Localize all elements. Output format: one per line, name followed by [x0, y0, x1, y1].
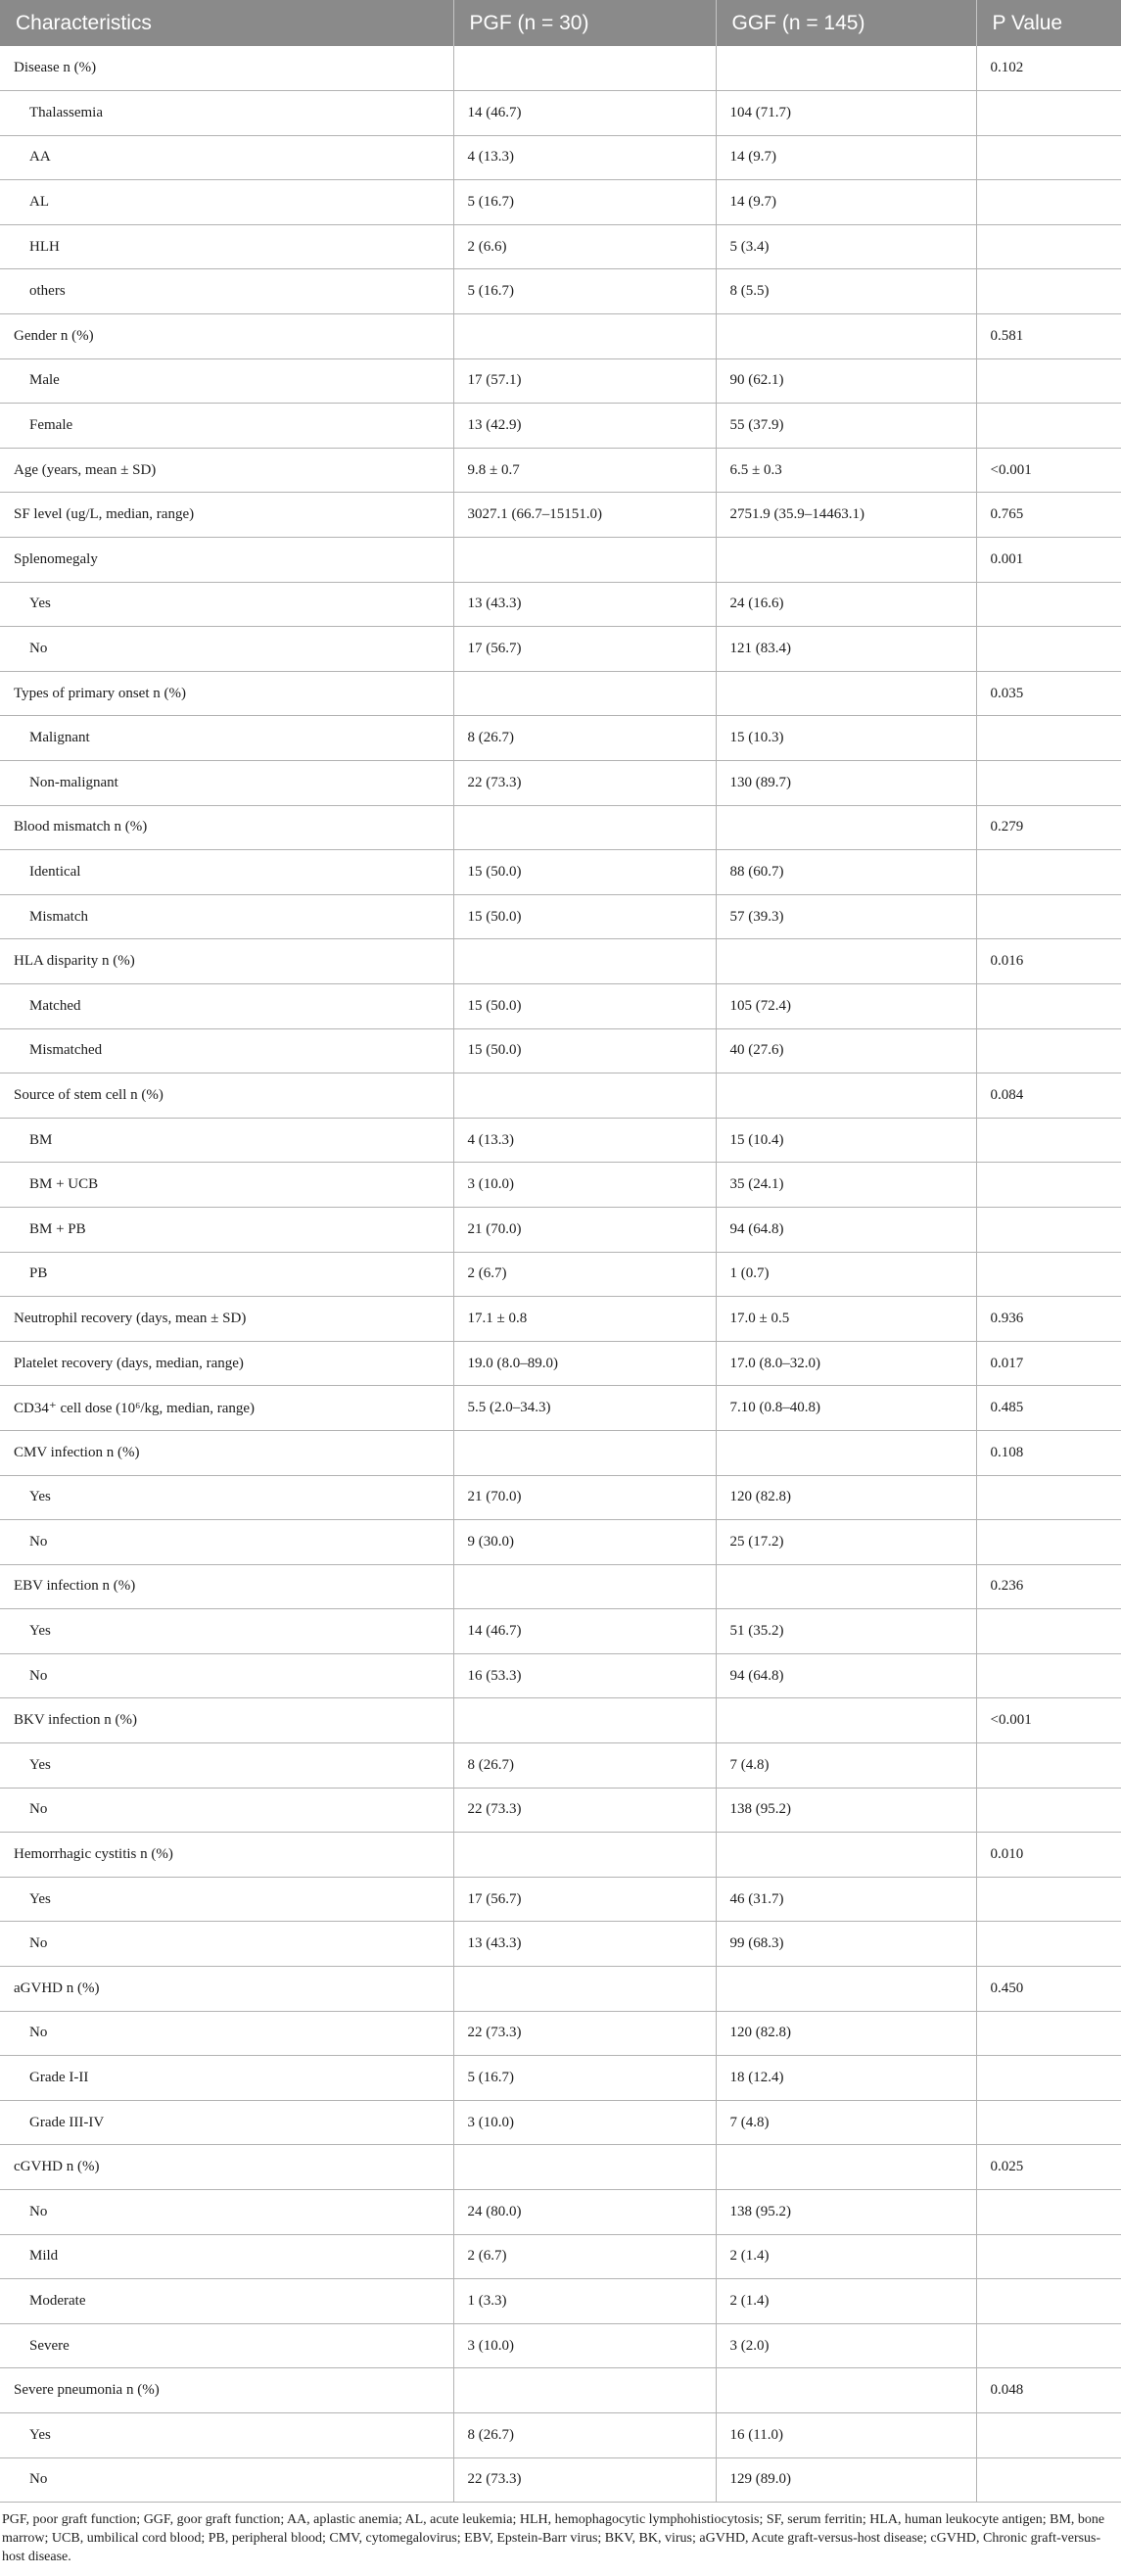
p-value-cell: 0.581	[976, 314, 1121, 359]
ggf-value-cell: 94 (64.8)	[716, 1207, 976, 1252]
pgf-value-cell: 17 (57.1)	[453, 358, 716, 404]
pgf-value-cell	[453, 46, 716, 91]
row-label-cell: No	[0, 1922, 453, 1967]
table-row	[0, 1609, 1121, 1654]
ggf-value-cell: 55 (37.9)	[716, 404, 976, 449]
p-value-cell	[976, 135, 1121, 180]
p-value-cell	[976, 2234, 1121, 2279]
p-value-cell	[976, 2056, 1121, 2101]
pgf-value-cell	[453, 1698, 716, 1743]
p-value-cell: 0.236	[976, 1564, 1121, 1609]
table-row	[0, 1564, 1121, 1609]
p-value-cell: 0.936	[976, 1297, 1121, 1342]
table-row	[0, 671, 1121, 716]
ggf-value-cell: 17.0 (8.0–32.0)	[716, 1341, 976, 1386]
row-label-cell: No	[0, 1520, 453, 1565]
p-value-cell: 0.485	[976, 1386, 1121, 1431]
row-label-cell: Yes	[0, 2412, 453, 2457]
row-label-cell: Non-malignant	[0, 761, 453, 806]
p-value-cell: 0.765	[976, 493, 1121, 538]
pgf-value-cell: 22 (73.3)	[453, 761, 716, 806]
row-label-cell: Yes	[0, 1609, 453, 1654]
pgf-value-cell: 8 (26.7)	[453, 2412, 716, 2457]
ggf-value-cell: 105 (72.4)	[716, 983, 976, 1028]
pgf-value-cell	[453, 2145, 716, 2190]
pgf-value-cell: 13 (43.3)	[453, 582, 716, 627]
p-value-cell: 0.450	[976, 1967, 1121, 2012]
row-label-cell: CMV infection n (%)	[0, 1430, 453, 1475]
row-label-cell: BKV infection n (%)	[0, 1698, 453, 1743]
table-row	[0, 180, 1121, 225]
ggf-value-cell	[716, 671, 976, 716]
row-label-cell: No	[0, 2190, 453, 2235]
ggf-value-cell: 121 (83.4)	[716, 627, 976, 672]
ggf-value-cell: 88 (60.7)	[716, 850, 976, 895]
ggf-value-cell: 14 (9.7)	[716, 135, 976, 180]
table-row	[0, 1207, 1121, 1252]
pgf-value-cell: 8 (26.7)	[453, 716, 716, 761]
row-label-cell: No	[0, 1653, 453, 1698]
ggf-value-cell: 51 (35.2)	[716, 1609, 976, 1654]
pgf-value-cell: 21 (70.0)	[453, 1207, 716, 1252]
table-row	[0, 404, 1121, 449]
ggf-value-cell: 129 (89.0)	[716, 2457, 976, 2503]
table-row	[0, 314, 1121, 359]
ggf-value-cell: 5 (3.4)	[716, 224, 976, 269]
ggf-value-cell	[716, 939, 976, 984]
ggf-value-cell: 104 (71.7)	[716, 91, 976, 136]
pgf-value-cell: 17 (56.7)	[453, 627, 716, 672]
p-value-cell: 0.025	[976, 2145, 1121, 2190]
row-label-cell: Platelet recovery (days, median, range)	[0, 1341, 453, 1386]
table-row	[0, 1743, 1121, 1789]
table-row	[0, 135, 1121, 180]
p-value-cell	[976, 1028, 1121, 1073]
row-label-cell: others	[0, 269, 453, 314]
table-row	[0, 2100, 1121, 2145]
table-row	[0, 1833, 1121, 1878]
row-label-cell: Mismatched	[0, 1028, 453, 1073]
row-label-cell: Disease n (%)	[0, 46, 453, 91]
p-value-cell	[976, 627, 1121, 672]
ggf-value-cell: 17.0 ± 0.5	[716, 1297, 976, 1342]
ggf-value-cell: 120 (82.8)	[716, 1475, 976, 1520]
row-label-cell: Neutrophil recovery (days, mean ± SD)	[0, 1297, 453, 1342]
ggf-value-cell: 6.5 ± 0.3	[716, 448, 976, 493]
ggf-value-cell	[716, 1698, 976, 1743]
ggf-value-cell: 99 (68.3)	[716, 1922, 976, 1967]
table-row	[0, 538, 1121, 583]
row-label-cell: Yes	[0, 1743, 453, 1789]
ggf-value-cell: 18 (12.4)	[716, 2056, 976, 2101]
ggf-value-cell	[716, 2368, 976, 2413]
table-row	[0, 1698, 1121, 1743]
p-value-cell	[976, 2190, 1121, 2235]
p-value-cell	[976, 2100, 1121, 2145]
p-value-cell: <0.001	[976, 448, 1121, 493]
pgf-value-cell	[453, 1073, 716, 1119]
pgf-value-cell: 14 (46.7)	[453, 1609, 716, 1654]
ggf-value-cell: 35 (24.1)	[716, 1163, 976, 1208]
p-value-cell	[976, 2323, 1121, 2368]
p-value-cell: 0.010	[976, 1833, 1121, 1878]
ggf-value-cell	[716, 538, 976, 583]
table-row	[0, 1520, 1121, 1565]
p-value-cell	[976, 1118, 1121, 1163]
row-label-cell: Hemorrhagic cystitis n (%)	[0, 1833, 453, 1878]
ggf-value-cell: 24 (16.6)	[716, 582, 976, 627]
table-header	[0, 0, 1121, 46]
table-row	[0, 91, 1121, 136]
table-row	[0, 2145, 1121, 2190]
table-row	[0, 2279, 1121, 2324]
header-characteristics: Characteristics	[0, 0, 453, 46]
pgf-value-cell: 22 (73.3)	[453, 2457, 716, 2503]
pgf-value-cell	[453, 314, 716, 359]
table-footnote: PGF, poor graft function; GGF, goor graft function; AA, aplastic anemia; AL, acute leukemia; HLH, hemophagocytic lymphohistiocytosis; SF, serum ferritin; HLA, human leukocyte antigen; BM, bone marrow; UCB, umbilical cord blood; PB, peripheral blood; CMV, cytomegalovirus; EBV, Epstein-Barr virus; BKV, BK, virus; aGVHD, Acute graft-versus-host disease; cGVHD, Chronic graft-versus-host disease.	[2, 2512, 1105, 2565]
row-label-cell: CD34⁺ cell dose (10⁶/kg, median, range)	[0, 1386, 453, 1431]
pgf-value-cell: 8 (26.7)	[453, 1743, 716, 1789]
table-row	[0, 2234, 1121, 2279]
pgf-value-cell: 5 (16.7)	[453, 180, 716, 225]
row-label-cell: Types of primary onset n (%)	[0, 671, 453, 716]
p-value-cell	[976, 1743, 1121, 1789]
pgf-value-cell: 22 (73.3)	[453, 1788, 716, 1833]
p-value-cell	[976, 269, 1121, 314]
table-row	[0, 983, 1121, 1028]
header-row	[0, 0, 1121, 46]
pgf-value-cell: 5 (16.7)	[453, 269, 716, 314]
row-label-cell: EBV infection n (%)	[0, 1564, 453, 1609]
row-label-cell: BM + PB	[0, 1207, 453, 1252]
table-row	[0, 939, 1121, 984]
ggf-value-cell	[716, 1833, 976, 1878]
p-value-cell	[976, 1653, 1121, 1698]
ggf-value-cell: 15 (10.3)	[716, 716, 976, 761]
row-label-cell: Moderate	[0, 2279, 453, 2324]
pgf-value-cell: 5 (16.7)	[453, 2056, 716, 2101]
ggf-value-cell: 138 (95.2)	[716, 1788, 976, 1833]
table-row	[0, 850, 1121, 895]
p-value-cell: 0.102	[976, 46, 1121, 91]
pgf-value-cell: 16 (53.3)	[453, 1653, 716, 1698]
ggf-value-cell: 57 (39.3)	[716, 894, 976, 939]
ggf-value-cell: 16 (11.0)	[716, 2412, 976, 2457]
pgf-value-cell	[453, 671, 716, 716]
table-row	[0, 1653, 1121, 1698]
row-label-cell: Thalassemia	[0, 91, 453, 136]
pgf-value-cell: 9.8 ± 0.7	[453, 448, 716, 493]
ggf-value-cell: 25 (17.2)	[716, 1520, 976, 1565]
pgf-value-cell: 4 (13.3)	[453, 135, 716, 180]
p-value-cell	[976, 180, 1121, 225]
pgf-value-cell	[453, 1967, 716, 2012]
pgf-value-cell: 2 (6.6)	[453, 224, 716, 269]
row-label-cell: No	[0, 627, 453, 672]
table-body	[0, 46, 1121, 2503]
row-label-cell: AA	[0, 135, 453, 180]
ggf-value-cell: 2 (1.4)	[716, 2234, 976, 2279]
ggf-value-cell: 2751.9 (35.9–14463.1)	[716, 493, 976, 538]
ggf-value-cell	[716, 314, 976, 359]
ggf-value-cell: 46 (31.7)	[716, 1877, 976, 1922]
ggf-value-cell: 40 (27.6)	[716, 1028, 976, 1073]
ggf-value-cell	[716, 1967, 976, 2012]
p-value-cell	[976, 224, 1121, 269]
p-value-cell	[976, 850, 1121, 895]
row-label-cell: Source of stem cell n (%)	[0, 1073, 453, 1119]
pgf-value-cell: 9 (30.0)	[453, 1520, 716, 1565]
table-row	[0, 2323, 1121, 2368]
ggf-value-cell: 14 (9.7)	[716, 180, 976, 225]
table-row	[0, 448, 1121, 493]
p-value-cell	[976, 1207, 1121, 1252]
pgf-value-cell: 24 (80.0)	[453, 2190, 716, 2235]
table-row	[0, 224, 1121, 269]
table-row	[0, 2190, 1121, 2235]
p-value-cell	[976, 1877, 1121, 1922]
row-label-cell: Severe pneumonia n (%)	[0, 2368, 453, 2413]
table-row	[0, 716, 1121, 761]
table-row	[0, 1922, 1121, 1967]
ggf-value-cell: 3 (2.0)	[716, 2323, 976, 2368]
ggf-value-cell: 138 (95.2)	[716, 2190, 976, 2235]
pgf-value-cell: 2 (6.7)	[453, 2234, 716, 2279]
p-value-cell	[976, 582, 1121, 627]
row-label-cell: aGVHD n (%)	[0, 1967, 453, 2012]
ggf-value-cell: 130 (89.7)	[716, 761, 976, 806]
pgf-value-cell: 5.5 (2.0–34.3)	[453, 1386, 716, 1431]
row-label-cell: Mismatch	[0, 894, 453, 939]
row-label-cell: HLA disparity n (%)	[0, 939, 453, 984]
pgf-value-cell	[453, 538, 716, 583]
header-ggf: GGF (n = 145)	[716, 0, 976, 46]
header-p-value: P Value	[976, 0, 1121, 46]
table-row	[0, 2457, 1121, 2503]
ggf-value-cell: 7 (4.8)	[716, 2100, 976, 2145]
table-row	[0, 46, 1121, 91]
pgf-value-cell: 19.0 (8.0–89.0)	[453, 1341, 716, 1386]
table-row	[0, 358, 1121, 404]
p-value-cell	[976, 2457, 1121, 2503]
pgf-value-cell	[453, 1430, 716, 1475]
ggf-value-cell: 90 (62.1)	[716, 358, 976, 404]
ggf-value-cell: 15 (10.4)	[716, 1118, 976, 1163]
p-value-cell	[976, 1163, 1121, 1208]
p-value-cell: 0.035	[976, 671, 1121, 716]
row-label-cell: Grade III-IV	[0, 2100, 453, 2145]
pgf-value-cell	[453, 2368, 716, 2413]
pgf-value-cell: 13 (43.3)	[453, 1922, 716, 1967]
row-label-cell: No	[0, 1788, 453, 1833]
p-value-cell	[976, 1520, 1121, 1565]
pgf-value-cell: 1 (3.3)	[453, 2279, 716, 2324]
pgf-value-cell	[453, 805, 716, 850]
table-row	[0, 1877, 1121, 1922]
table-row	[0, 894, 1121, 939]
row-label-cell: Male	[0, 358, 453, 404]
p-value-cell: 0.001	[976, 538, 1121, 583]
p-value-cell	[976, 1609, 1121, 1654]
row-label-cell: Female	[0, 404, 453, 449]
pgf-value-cell: 3 (10.0)	[453, 2323, 716, 2368]
table-row	[0, 2412, 1121, 2457]
table-row	[0, 1073, 1121, 1119]
table-row	[0, 1967, 1121, 2012]
pgf-value-cell: 15 (50.0)	[453, 983, 716, 1028]
table-row	[0, 761, 1121, 806]
table-row	[0, 1163, 1121, 1208]
pgf-value-cell: 3 (10.0)	[453, 1163, 716, 1208]
p-value-cell	[976, 2279, 1121, 2324]
pgf-value-cell: 13 (42.9)	[453, 404, 716, 449]
table-row	[0, 1118, 1121, 1163]
p-value-cell	[976, 358, 1121, 404]
pgf-value-cell: 15 (50.0)	[453, 1028, 716, 1073]
pgf-value-cell: 17.1 ± 0.8	[453, 1297, 716, 1342]
table-row	[0, 1252, 1121, 1297]
ggf-value-cell	[716, 1430, 976, 1475]
row-label-cell: AL	[0, 180, 453, 225]
p-value-cell	[976, 1788, 1121, 1833]
pgf-value-cell: 3 (10.0)	[453, 2100, 716, 2145]
ggf-value-cell	[716, 805, 976, 850]
ggf-value-cell	[716, 2145, 976, 2190]
row-label-cell: Age (years, mean ± SD)	[0, 448, 453, 493]
pgf-value-cell: 17 (56.7)	[453, 1877, 716, 1922]
p-value-cell: 0.048	[976, 2368, 1121, 2413]
pgf-value-cell: 4 (13.3)	[453, 1118, 716, 1163]
ggf-value-cell: 7 (4.8)	[716, 1743, 976, 1789]
row-label-cell: cGVHD n (%)	[0, 2145, 453, 2190]
p-value-cell	[976, 1922, 1121, 1967]
ggf-value-cell	[716, 1073, 976, 1119]
row-label-cell: SF level (ug/L, median, range)	[0, 493, 453, 538]
row-label-cell: Blood mismatch n (%)	[0, 805, 453, 850]
p-value-cell	[976, 2011, 1121, 2056]
row-label-cell: No	[0, 2011, 453, 2056]
header-pgf: PGF (n = 30)	[453, 0, 716, 46]
p-value-cell: 0.017	[976, 1341, 1121, 1386]
pgf-value-cell: 21 (70.0)	[453, 1475, 716, 1520]
table-row	[0, 2056, 1121, 2101]
ggf-value-cell	[716, 46, 976, 91]
table-row	[0, 269, 1121, 314]
p-value-cell: 0.108	[976, 1430, 1121, 1475]
row-label-cell: Yes	[0, 582, 453, 627]
row-label-cell: Yes	[0, 1877, 453, 1922]
table-row	[0, 1430, 1121, 1475]
row-label-cell: Identical	[0, 850, 453, 895]
row-label-cell: Matched	[0, 983, 453, 1028]
ggf-value-cell: 94 (64.8)	[716, 1653, 976, 1698]
p-value-cell	[976, 404, 1121, 449]
p-value-cell	[976, 1252, 1121, 1297]
p-value-cell	[976, 894, 1121, 939]
ggf-value-cell: 120 (82.8)	[716, 2011, 976, 2056]
ggf-value-cell: 7.10 (0.8–40.8)	[716, 1386, 976, 1431]
row-label-cell: BM + UCB	[0, 1163, 453, 1208]
p-value-cell	[976, 2412, 1121, 2457]
pgf-value-cell: 22 (73.3)	[453, 2011, 716, 2056]
p-value-cell: 0.279	[976, 805, 1121, 850]
table-row	[0, 1028, 1121, 1073]
p-value-cell	[976, 1475, 1121, 1520]
table-row	[0, 1788, 1121, 1833]
pgf-value-cell: 2 (6.7)	[453, 1252, 716, 1297]
row-label-cell: Mild	[0, 2234, 453, 2279]
ggf-value-cell	[716, 1564, 976, 1609]
ggf-value-cell: 8 (5.5)	[716, 269, 976, 314]
p-value-cell	[976, 91, 1121, 136]
pgf-value-cell: 3027.1 (66.7–15151.0)	[453, 493, 716, 538]
table-row	[0, 582, 1121, 627]
row-label-cell: No	[0, 2457, 453, 2503]
table-row	[0, 1341, 1121, 1386]
pgf-value-cell: 15 (50.0)	[453, 894, 716, 939]
p-value-cell: <0.001	[976, 1698, 1121, 1743]
row-label-cell: Yes	[0, 1475, 453, 1520]
row-label-cell: Splenomegaly	[0, 538, 453, 583]
p-value-cell	[976, 761, 1121, 806]
row-label-cell: Grade I-II	[0, 2056, 453, 2101]
p-value-cell: 0.084	[976, 1073, 1121, 1119]
table-row	[0, 493, 1121, 538]
ggf-value-cell: 1 (0.7)	[716, 1252, 976, 1297]
pgf-value-cell: 14 (46.7)	[453, 91, 716, 136]
table-row	[0, 805, 1121, 850]
row-label-cell: PB	[0, 1252, 453, 1297]
table-row	[0, 627, 1121, 672]
table-row	[0, 2368, 1121, 2413]
row-label-cell: Severe	[0, 2323, 453, 2368]
table-row	[0, 2011, 1121, 2056]
row-label-cell: HLH	[0, 224, 453, 269]
pgf-value-cell	[453, 1833, 716, 1878]
ggf-value-cell: 2 (1.4)	[716, 2279, 976, 2324]
pgf-value-cell	[453, 1564, 716, 1609]
p-value-cell: 0.016	[976, 939, 1121, 984]
pgf-value-cell	[453, 939, 716, 984]
row-label-cell: Malignant	[0, 716, 453, 761]
pgf-value-cell: 15 (50.0)	[453, 850, 716, 895]
table-row	[0, 1297, 1121, 1342]
table-row	[0, 1386, 1121, 1431]
p-value-cell	[976, 716, 1121, 761]
table-row	[0, 1475, 1121, 1520]
row-label-cell: BM	[0, 1118, 453, 1163]
row-label-cell: Gender n (%)	[0, 314, 453, 359]
p-value-cell	[976, 983, 1121, 1028]
